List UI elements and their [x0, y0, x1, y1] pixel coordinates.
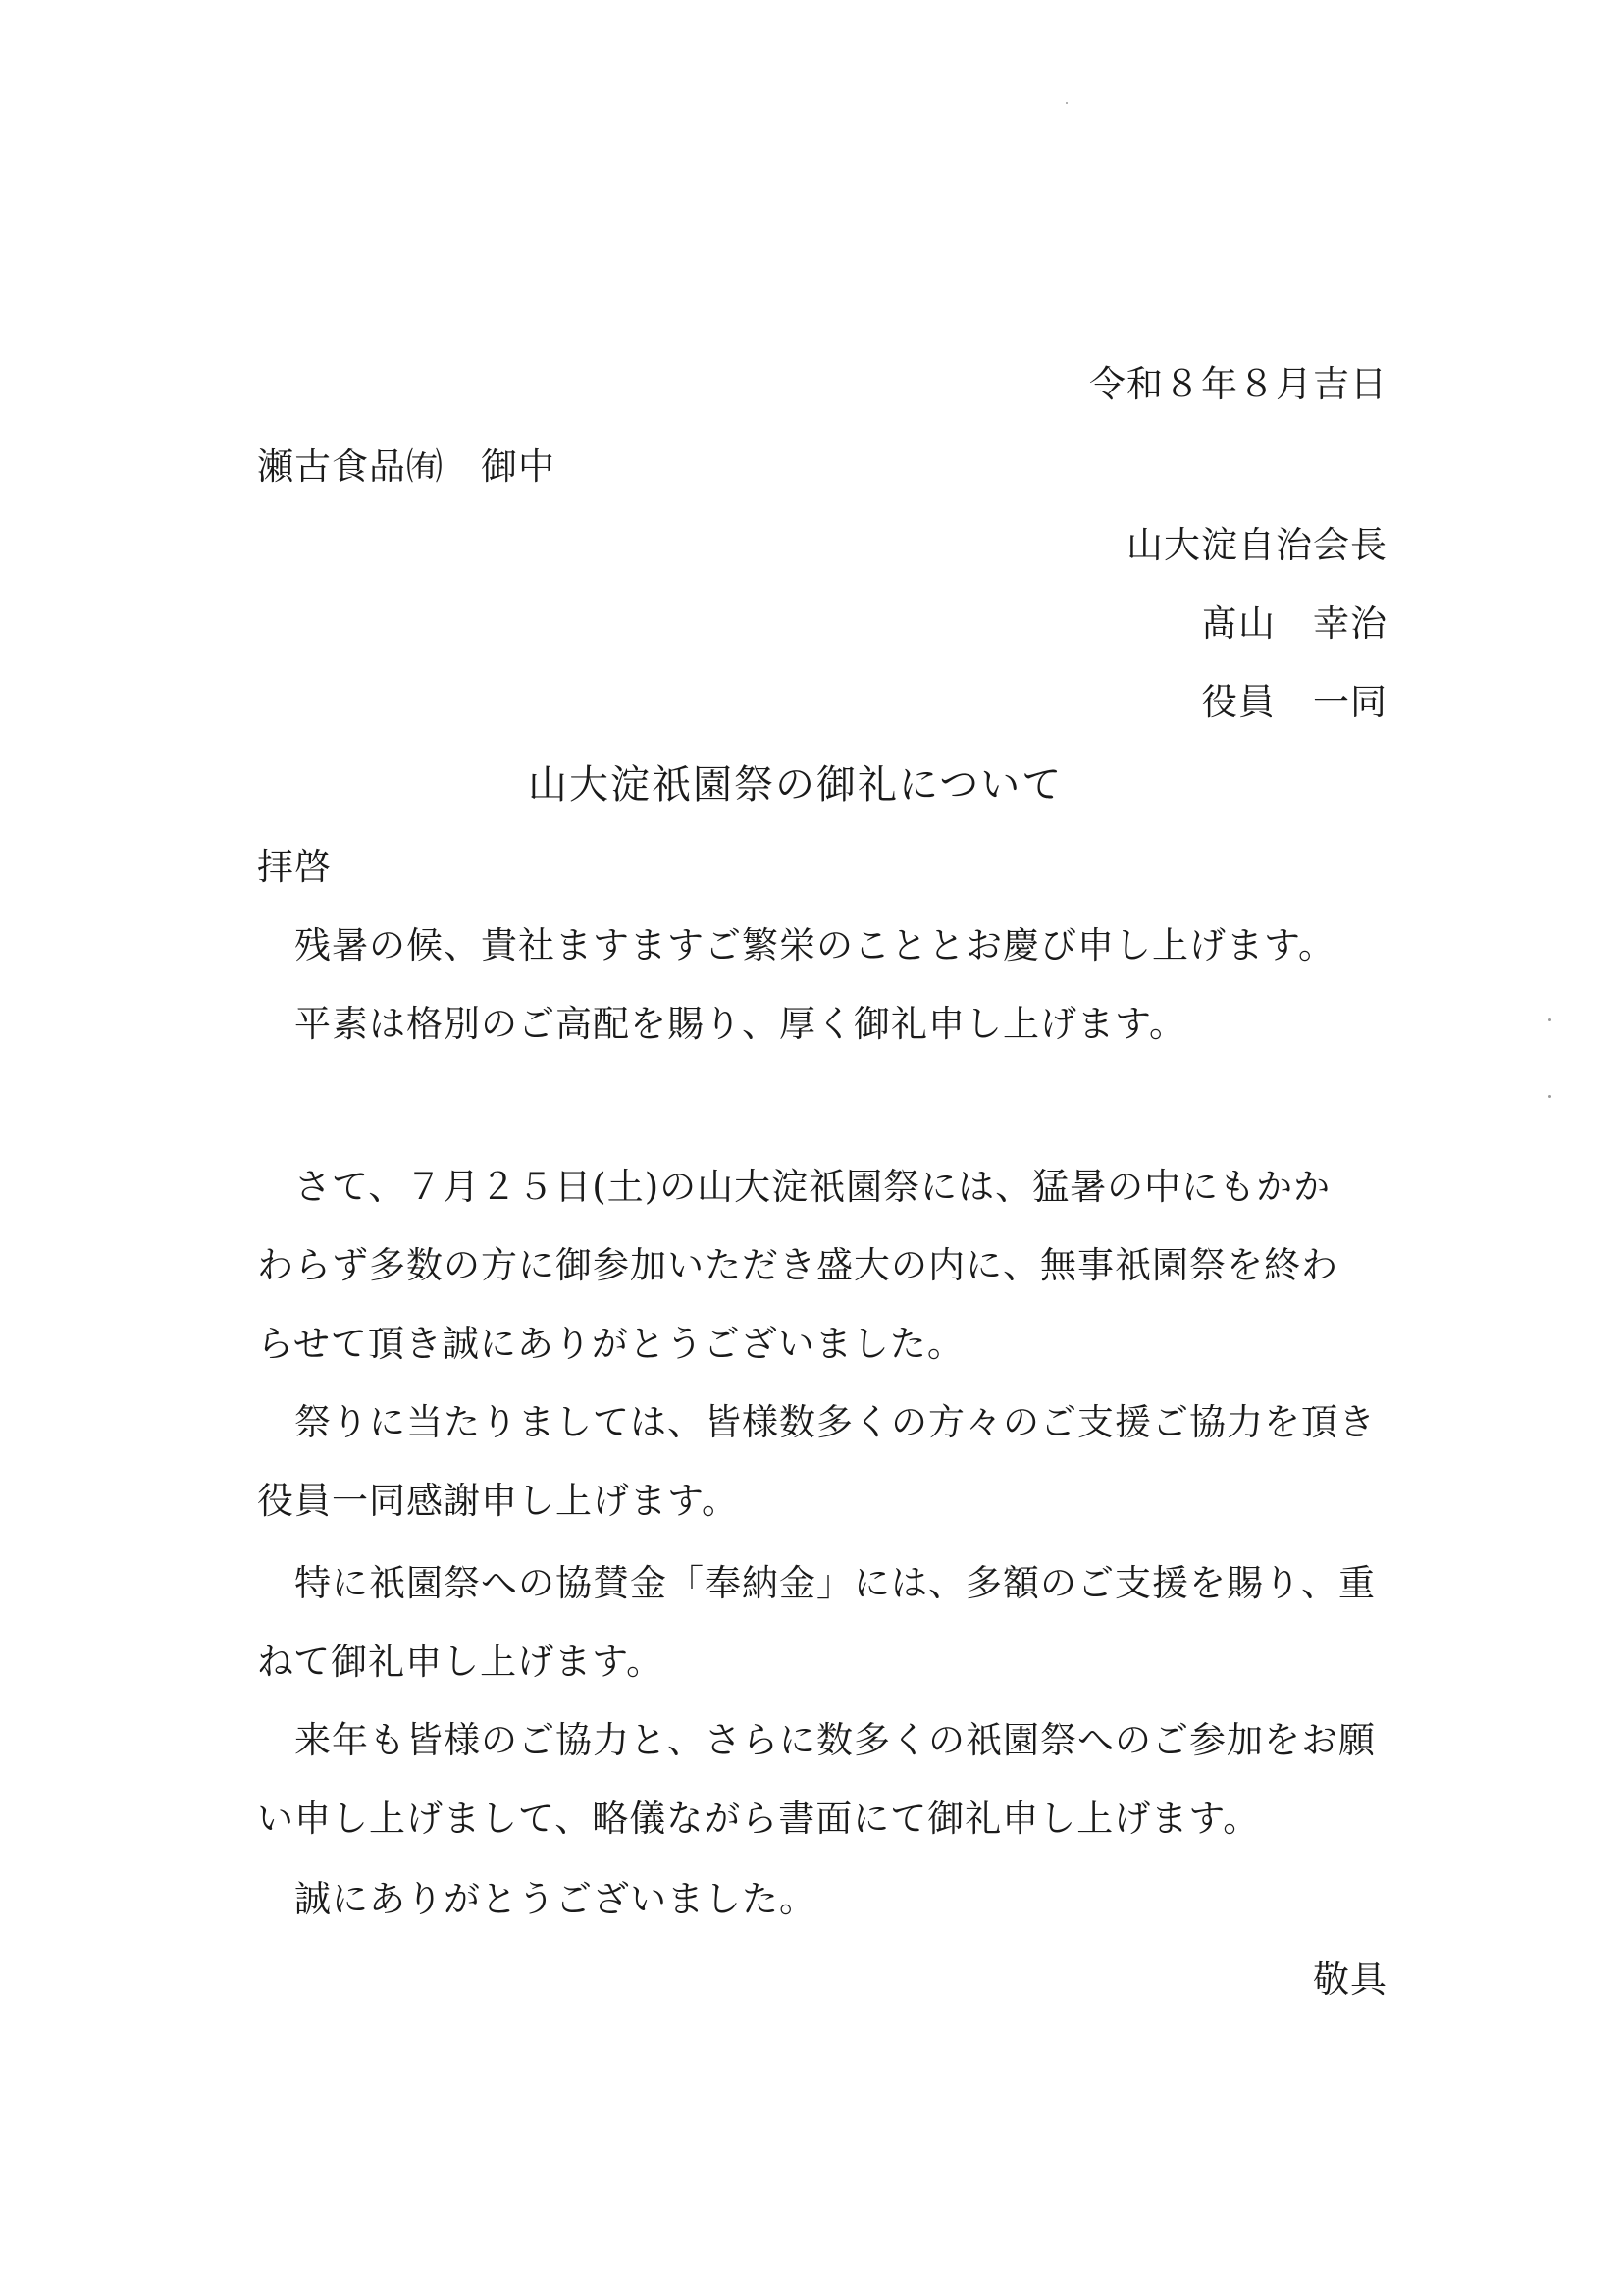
letter-date: 令和８年８月吉日 — [1089, 363, 1387, 405]
letter-recipient: 瀬古食品㈲ 御中 — [257, 445, 555, 488]
sender-officers: 役員 一同 — [1201, 681, 1387, 723]
body-line: さて、７月２５日(土)の山大淀祇園祭には、猛暑の中にもかか — [257, 1166, 1332, 1208]
sender-organization: 山大淀自治会長 — [1126, 524, 1387, 566]
scan-speck — [1548, 1018, 1551, 1021]
scan-speck — [1548, 1095, 1551, 1098]
greeting-line: 平素は格別のご高配を賜り、厚く御礼申し上げます。 — [257, 1003, 1187, 1045]
body-line: らせて頂き誠にありがとうございました。 — [257, 1323, 965, 1365]
body-line: 特に祇園祭への協賛金「奉納金」には、多額のご支援を賜り、重 — [257, 1562, 1376, 1604]
body-line: 誠にありがとうございました。 — [257, 1878, 816, 1920]
letter-closing: 敬具 — [1313, 1958, 1387, 2001]
letter-opening: 拝啓 — [257, 846, 332, 888]
body-line: わらず多数の方に御参加いただき盛大の内に、無事祇園祭を終わ — [257, 1244, 1338, 1286]
sender-name: 髙山 幸治 — [1201, 602, 1387, 645]
body-line: 祭りに当たりましては、皆様数多くの方々のご支援ご協力を頂き — [257, 1401, 1376, 1443]
body-line: 来年も皆様のご協力と、さらに数多くの祇園祭へのご参加をお願 — [257, 1719, 1376, 1761]
greeting-line: 残暑の候、貴社ますますご繁栄のこととお慶び申し上げます。 — [257, 924, 1336, 966]
body-line: い申し上げまして、略儀ながら書面にて御礼申し上げます。 — [257, 1798, 1261, 1840]
letter-title: 山大淀祇園祭の御礼について — [528, 762, 1064, 808]
body-line: 役員一同感謝申し上げます。 — [257, 1480, 740, 1522]
scan-speck — [1066, 102, 1068, 104]
body-line: ねて御礼申し上げます。 — [257, 1641, 664, 1683]
